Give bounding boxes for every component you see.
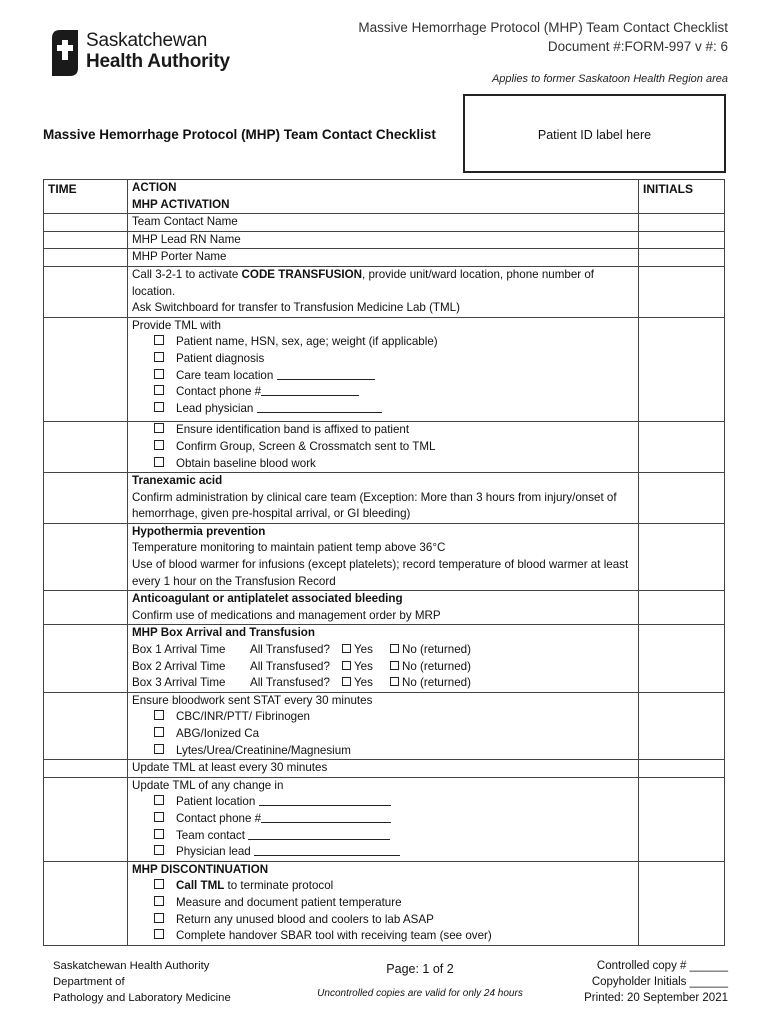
txa-heading: Tranexamic acid (132, 474, 223, 488)
txa-text: Confirm administration by clinical care team (Exception: More than 3 hours from injury/onset of hemorrhage, given pre-hospital arrival, or GI bleeding) (132, 490, 617, 521)
anticoag-heading: Anticoagulant or antiplatelet associated bleeding (132, 592, 403, 606)
time-cell[interactable] (44, 861, 128, 945)
checkbox-icon[interactable] (154, 710, 164, 720)
checkbox-icon[interactable] (154, 929, 164, 939)
initials-cell[interactable] (639, 473, 725, 524)
checklist-item[interactable]: Complete handover SBAR tool with receiving team (see over) (132, 928, 634, 945)
uncontrolled-note: Uncontrolled copies are valid for only 24 hours (317, 988, 523, 999)
checklist-table (43, 179, 725, 946)
call-text: Call 3-2-1 to activate (132, 267, 242, 281)
initials-cell[interactable] (639, 422, 725, 473)
table-row (44, 249, 725, 267)
checklist-item[interactable]: Patient name, HSN, sex, age; weight (if applicable) (132, 334, 634, 351)
call-instruction (132, 267, 634, 300)
footer-org-line2: Department of (53, 976, 125, 988)
box-heading: MHP Box Arrival and Transfusion (132, 626, 315, 640)
checklist-item[interactable]: Patient location (132, 794, 634, 811)
table-row (44, 180, 725, 214)
initials-cell[interactable] (639, 231, 725, 249)
checklist-item[interactable]: Team contact (132, 828, 634, 845)
table-row (44, 760, 725, 778)
fill-in-blank[interactable] (254, 844, 400, 856)
fill-in-blank[interactable] (277, 368, 375, 380)
provide-tml: Provide TML with (132, 318, 221, 332)
fill-in-blank[interactable] (259, 794, 391, 806)
checkbox-icon[interactable] (154, 727, 164, 737)
checkbox-icon[interactable] (390, 677, 399, 686)
time-cell[interactable] (44, 473, 128, 524)
checklist-item[interactable]: Measure and document patient temperature (132, 895, 634, 912)
initials-cell[interactable] (639, 214, 725, 232)
patient-id-box (463, 94, 726, 173)
discontinuation-heading: MHP DISCONTINUATION (132, 862, 269, 876)
printed-date: Printed: 20 September 2021 (584, 992, 728, 1004)
change-cell (128, 777, 639, 861)
action-cell (128, 180, 639, 214)
checklist-item[interactable]: Care team location (132, 368, 634, 385)
time-cell[interactable] (44, 591, 128, 625)
initials-cell[interactable] (639, 249, 725, 267)
porter-name: MHP Porter Name (128, 249, 639, 267)
bloodwork-cell (128, 692, 639, 759)
sha-logo (50, 28, 250, 82)
time-cell[interactable] (44, 422, 128, 473)
hypothermia-line1: Temperature monitoring to maintain patient temp above 36°C (132, 541, 446, 555)
time-cell[interactable] (44, 266, 128, 317)
table-row (44, 214, 725, 232)
checklist-item[interactable]: Lead physician (132, 401, 634, 418)
checklist-item[interactable]: Return any unused blood and coolers to lab ASAP (132, 912, 634, 929)
form-title: Massive Hemorrhage Protocol (MHP) Team Contact Checklist (43, 127, 436, 142)
initials-cell[interactable] (639, 523, 725, 590)
applies-note: Applies to former Saskatoon Health Region area (491, 73, 728, 85)
logo-org-line2: Health Authority (86, 51, 230, 72)
discontinuation-cell (128, 861, 639, 945)
team-contact-name: Team Contact Name (128, 214, 639, 232)
checkbox-icon[interactable] (390, 644, 399, 653)
checkbox-icon[interactable] (154, 812, 164, 822)
footer-org-line1: Saskatchewan Health Authority (53, 960, 210, 972)
footer-org (53, 958, 231, 1006)
activate-cell (128, 266, 639, 317)
fill-in-blank[interactable] (261, 811, 391, 823)
hypothermia-cell (128, 523, 639, 590)
table-row (44, 231, 725, 249)
checkbox-icon[interactable] (390, 661, 399, 670)
checkbox-icon[interactable] (154, 423, 164, 433)
update-tml: Update TML at least every 30 minutes (128, 760, 639, 778)
identification-cell (128, 422, 639, 473)
page-number: Page: 1 of 2 (386, 962, 454, 976)
box-arrival-cell (128, 625, 639, 692)
patient-id-label: Patient ID label here (537, 128, 652, 142)
fill-in-blank[interactable] (248, 828, 390, 840)
initials-header: INITIALS (639, 180, 725, 214)
box-row: Box 1 Arrival Time All Transfused? Yes No (returned) (132, 643, 471, 657)
checklist-item[interactable]: Contact phone # (132, 384, 634, 401)
time-cell[interactable] (44, 760, 128, 778)
time-cell[interactable] (44, 249, 128, 267)
table-row (44, 523, 725, 590)
anticoag-text: Confirm use of medications and management order by MRP (132, 608, 441, 622)
box-row: Box 3 Arrival Time All Transfused? Yes No (returned) (132, 676, 471, 690)
checklist-item[interactable]: Lytes/Urea/Creatinine/Magnesium (132, 743, 634, 760)
checkbox-icon[interactable] (154, 385, 164, 395)
checkbox-icon[interactable] (154, 402, 164, 412)
checkbox-icon[interactable] (154, 335, 164, 345)
time-header: TIME (44, 180, 128, 214)
time-cell[interactable] (44, 625, 128, 692)
code-transfusion: CODE TRANSFUSION (241, 267, 362, 281)
initials-cell[interactable] (639, 317, 725, 422)
checkbox-icon[interactable] (154, 879, 164, 889)
table-row (44, 266, 725, 317)
call-text-post: , provide unit/ward location, phone number of location. (132, 267, 595, 298)
checklist-item[interactable]: ABG/Ionized Ca (132, 726, 634, 743)
checkbox-icon[interactable] (154, 369, 164, 379)
checklist-item[interactable]: Patient diagnosis (132, 351, 634, 368)
fill-in-blank[interactable] (257, 401, 382, 413)
hypothermia-line2: Use of blood warmer for infusions (except platelets); record temperature of blood warmer at least every 1 hour on the Transfusion Record (132, 558, 629, 588)
logo-org-line1: Saskatchewan (86, 30, 208, 51)
box-row: Box 2 Arrival Time All Transfused? Yes No (returned) (132, 659, 471, 673)
hypothermia-heading: Hypothermia prevention (132, 524, 266, 538)
checkbox-icon[interactable] (342, 661, 351, 670)
doc-title: Massive Hemorrhage Protocol (MHP) Team Contact Checklist (358, 20, 728, 35)
table-row (44, 777, 725, 861)
doc-number: Document #:FORM-997 v #: 6 (547, 39, 728, 54)
time-cell[interactable] (44, 523, 128, 590)
table-row (44, 625, 725, 692)
checklist-item[interactable]: Call TML to terminate protocol (132, 878, 634, 895)
checklist-item[interactable]: Physician lead (132, 844, 634, 861)
initials-cell[interactable] (639, 861, 725, 945)
checkbox-icon[interactable] (154, 795, 164, 805)
checklist-item[interactable]: CBC/INR/PTT/ Fibrinogen (132, 709, 634, 726)
checklist-item[interactable]: Ensure identification band is affixed to patient (132, 422, 634, 439)
table-row (44, 473, 725, 524)
bloodwork-text: Ensure bloodwork sent STAT every 30 minutes (132, 693, 373, 707)
initials-cell[interactable] (639, 777, 725, 861)
controlled-copy: Controlled copy # ______ (596, 960, 728, 972)
change-text: Update TML of any change in (132, 778, 284, 792)
lead-rn-name: MHP Lead RN Name (128, 231, 639, 249)
table-row (44, 422, 725, 473)
checkbox-icon[interactable] (154, 352, 164, 362)
time-cell[interactable] (44, 231, 128, 249)
ask-switchboard: Ask Switchboard for transfer to Transfusion Medicine Lab (TML) (132, 301, 460, 315)
initials-cell[interactable] (639, 692, 725, 759)
table-row (44, 317, 725, 422)
checkbox-icon[interactable] (154, 913, 164, 923)
footer-org-line3: Pathology and Laboratory Medicine (53, 992, 231, 1004)
initials-cell[interactable] (639, 591, 725, 625)
copyholder-initials: Copyholder Initials ______ (591, 976, 728, 988)
checkbox-icon[interactable] (342, 644, 351, 653)
footer-control (584, 958, 728, 1006)
cross-shield-icon (50, 28, 80, 78)
time-cell[interactable] (44, 777, 128, 861)
initials-cell[interactable] (639, 760, 725, 778)
checkbox-icon[interactable] (154, 744, 164, 754)
checkbox-icon[interactable] (154, 440, 164, 450)
time-cell[interactable] (44, 214, 128, 232)
provide-tml-cell (128, 317, 639, 422)
anticoag-cell (128, 591, 639, 625)
fill-in-blank[interactable] (261, 384, 359, 396)
checklist-item[interactable]: Contact phone # (132, 811, 634, 828)
initials-cell[interactable] (639, 266, 725, 317)
txa-cell (128, 473, 639, 524)
checklist-item[interactable]: Obtain baseline blood work (132, 456, 634, 473)
table-row (44, 591, 725, 625)
table-row (44, 861, 725, 945)
checkbox-icon[interactable] (154, 829, 164, 839)
checkbox-icon[interactable] (154, 896, 164, 906)
checkbox-icon[interactable] (342, 677, 351, 686)
checklist-item[interactable]: Confirm Group, Screen & Crossmatch sent to TML (132, 439, 634, 456)
checkbox-icon[interactable] (154, 845, 164, 855)
table-row (44, 692, 725, 759)
time-cell[interactable] (44, 317, 128, 422)
activation-heading: MHP ACTIVATION (132, 197, 230, 211)
time-cell[interactable] (44, 692, 128, 759)
checkbox-icon[interactable] (154, 457, 164, 467)
action-header: ACTION (132, 181, 177, 194)
initials-cell[interactable] (639, 625, 725, 692)
